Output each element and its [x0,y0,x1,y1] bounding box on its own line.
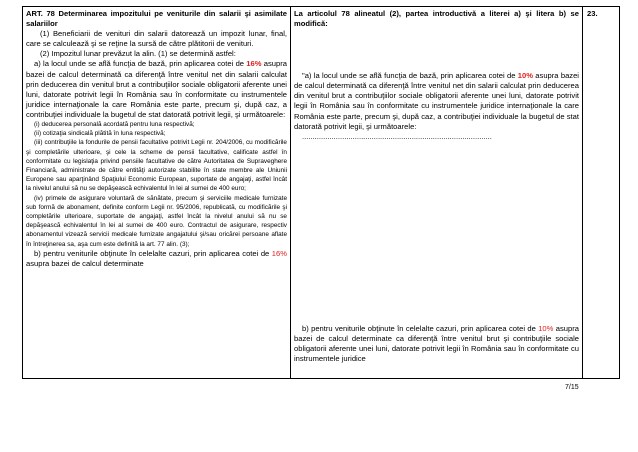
amended-letter-b: b) pentru veniturile obţinute în celelalte cazuri, prin aplicarea cotei de 10% asupra bazei de calcul determinate ca diferenţă între venitul brut şi contribuţiile sociale obligatorii aferente unei luni, datorate potrivit legii în România sau în conformitate cu instrumentele juridice [294,323,579,364]
amendment-column [291,7,583,378]
number-column [583,7,621,378]
paragraph-2: (2) Impozitul lunar prevăzut la alin. (1) se determină astfel: [40,49,236,59]
item-ii: (ii) cotizaţia sindicală plătită în luna respectivă; [34,130,166,138]
letter-a: a) la locul unde se află funcţia de bază, prin aplicarea cotei de 16% asupra bazei de calcul determinată ca diferenţă între venitul net din salarii calculat prin deducerea din venitul brut a contribuţiilor sociale obligatorii aferente unei luni, datorate potrivit legii în România sau în conformitate cu instrumentele juridice internaţionale la care România este parte, precum şi, după caz, a contribuţiei individuale la bugetul de stat datorată potrivit legii, şi următoarele: [26,59,287,119]
amendment-title: La articolul 78 alineatul (2), partea introductivă a literei a) şi litera b) se modifică: [294,9,579,29]
new-tax-rate: 10% [517,71,533,81]
tax-rate: 16% [246,59,262,69]
page-number: 7/15 [565,384,579,391]
row-number: 23. [587,9,598,18]
new-tax-rate: 10% [538,323,554,333]
paragraph-1: (1) Beneficiarii de venituri din salarii datorează un impozit lunar, final, care se calculează şi se reţine la sursă de către plătitorii de venituri. [26,29,287,49]
item-iii: (iii) contribuţiile la fondurile de pensii facultative potrivit Legii nr. 204/2006, cu modificările şi completările ulterioare, şi cele la scheme de pensii facultative, calificate astfel în conformitate cu legislaţia privind pensiile facultative de către Autoritatea de Supraveghere Financiară, administrate de către entităţi autorizate stabilite în state membre ale Uniunii Europene sau aparţinând Spaţiului Economic European, suportate de angajaţi, astfel încât la nivelul anului să nu se depăşească echivalentul în lei al sumei de 400 euro; [26,139,287,193]
item-iv: (iv) primele de asigurare voluntară de sănătate, precum şi serviciile medicale furnizate sub formă de abonament, definite conform Legii nr. 95/2006, republicată, cu modificările şi completările ulterioare, suportate de angajaţi, astfel încât la nivelul anului să nu se depăşească echivalentul în lei al sumei de 400 euro. Contractul de asigurare, respectiv abonamentul vizează servicii medicale furnizate angajatului şi/sau oricărei persoane aflate în întreţinerea sa, aşa cum este definită la art. 77 alin. (3); [26,194,287,248]
letter-b: b) pentru veniturile obţinute în celelalte cazuri, prin aplicarea cotei de 16% asupra bazei de calcul determinate [26,248,287,268]
item-i: (i) deducerea personală acordată pentru luna respectivă; [34,121,195,129]
article-title: ART. 78 Determinarea impozitului pe veniturile din salarii şi asimilate salariilor [26,9,287,29]
amended-letter-a: "a) la locul unde se află funcţia de bază, prin aplicarea cotei de 10% asupra bazei de calcul determinată ca diferenţă între venitul net din salarii calculat prin deducerea din venitul brut a contribuţiilor sociale obligatorii aferente unei luni, datorate potrivit legii în România sau în conformitate cu instrumentele juridice internaţionale la care România este parte, precum şi, după caz, a contribuţiei individuale la bugetul de stat datorată potrivit legii, şi următoarele: [294,71,579,131]
ellipsis-dots: .......................................................................................... [302,131,492,141]
tax-rate: 16% [271,248,287,258]
comparison-table [22,6,620,379]
current-law-column [23,7,291,378]
